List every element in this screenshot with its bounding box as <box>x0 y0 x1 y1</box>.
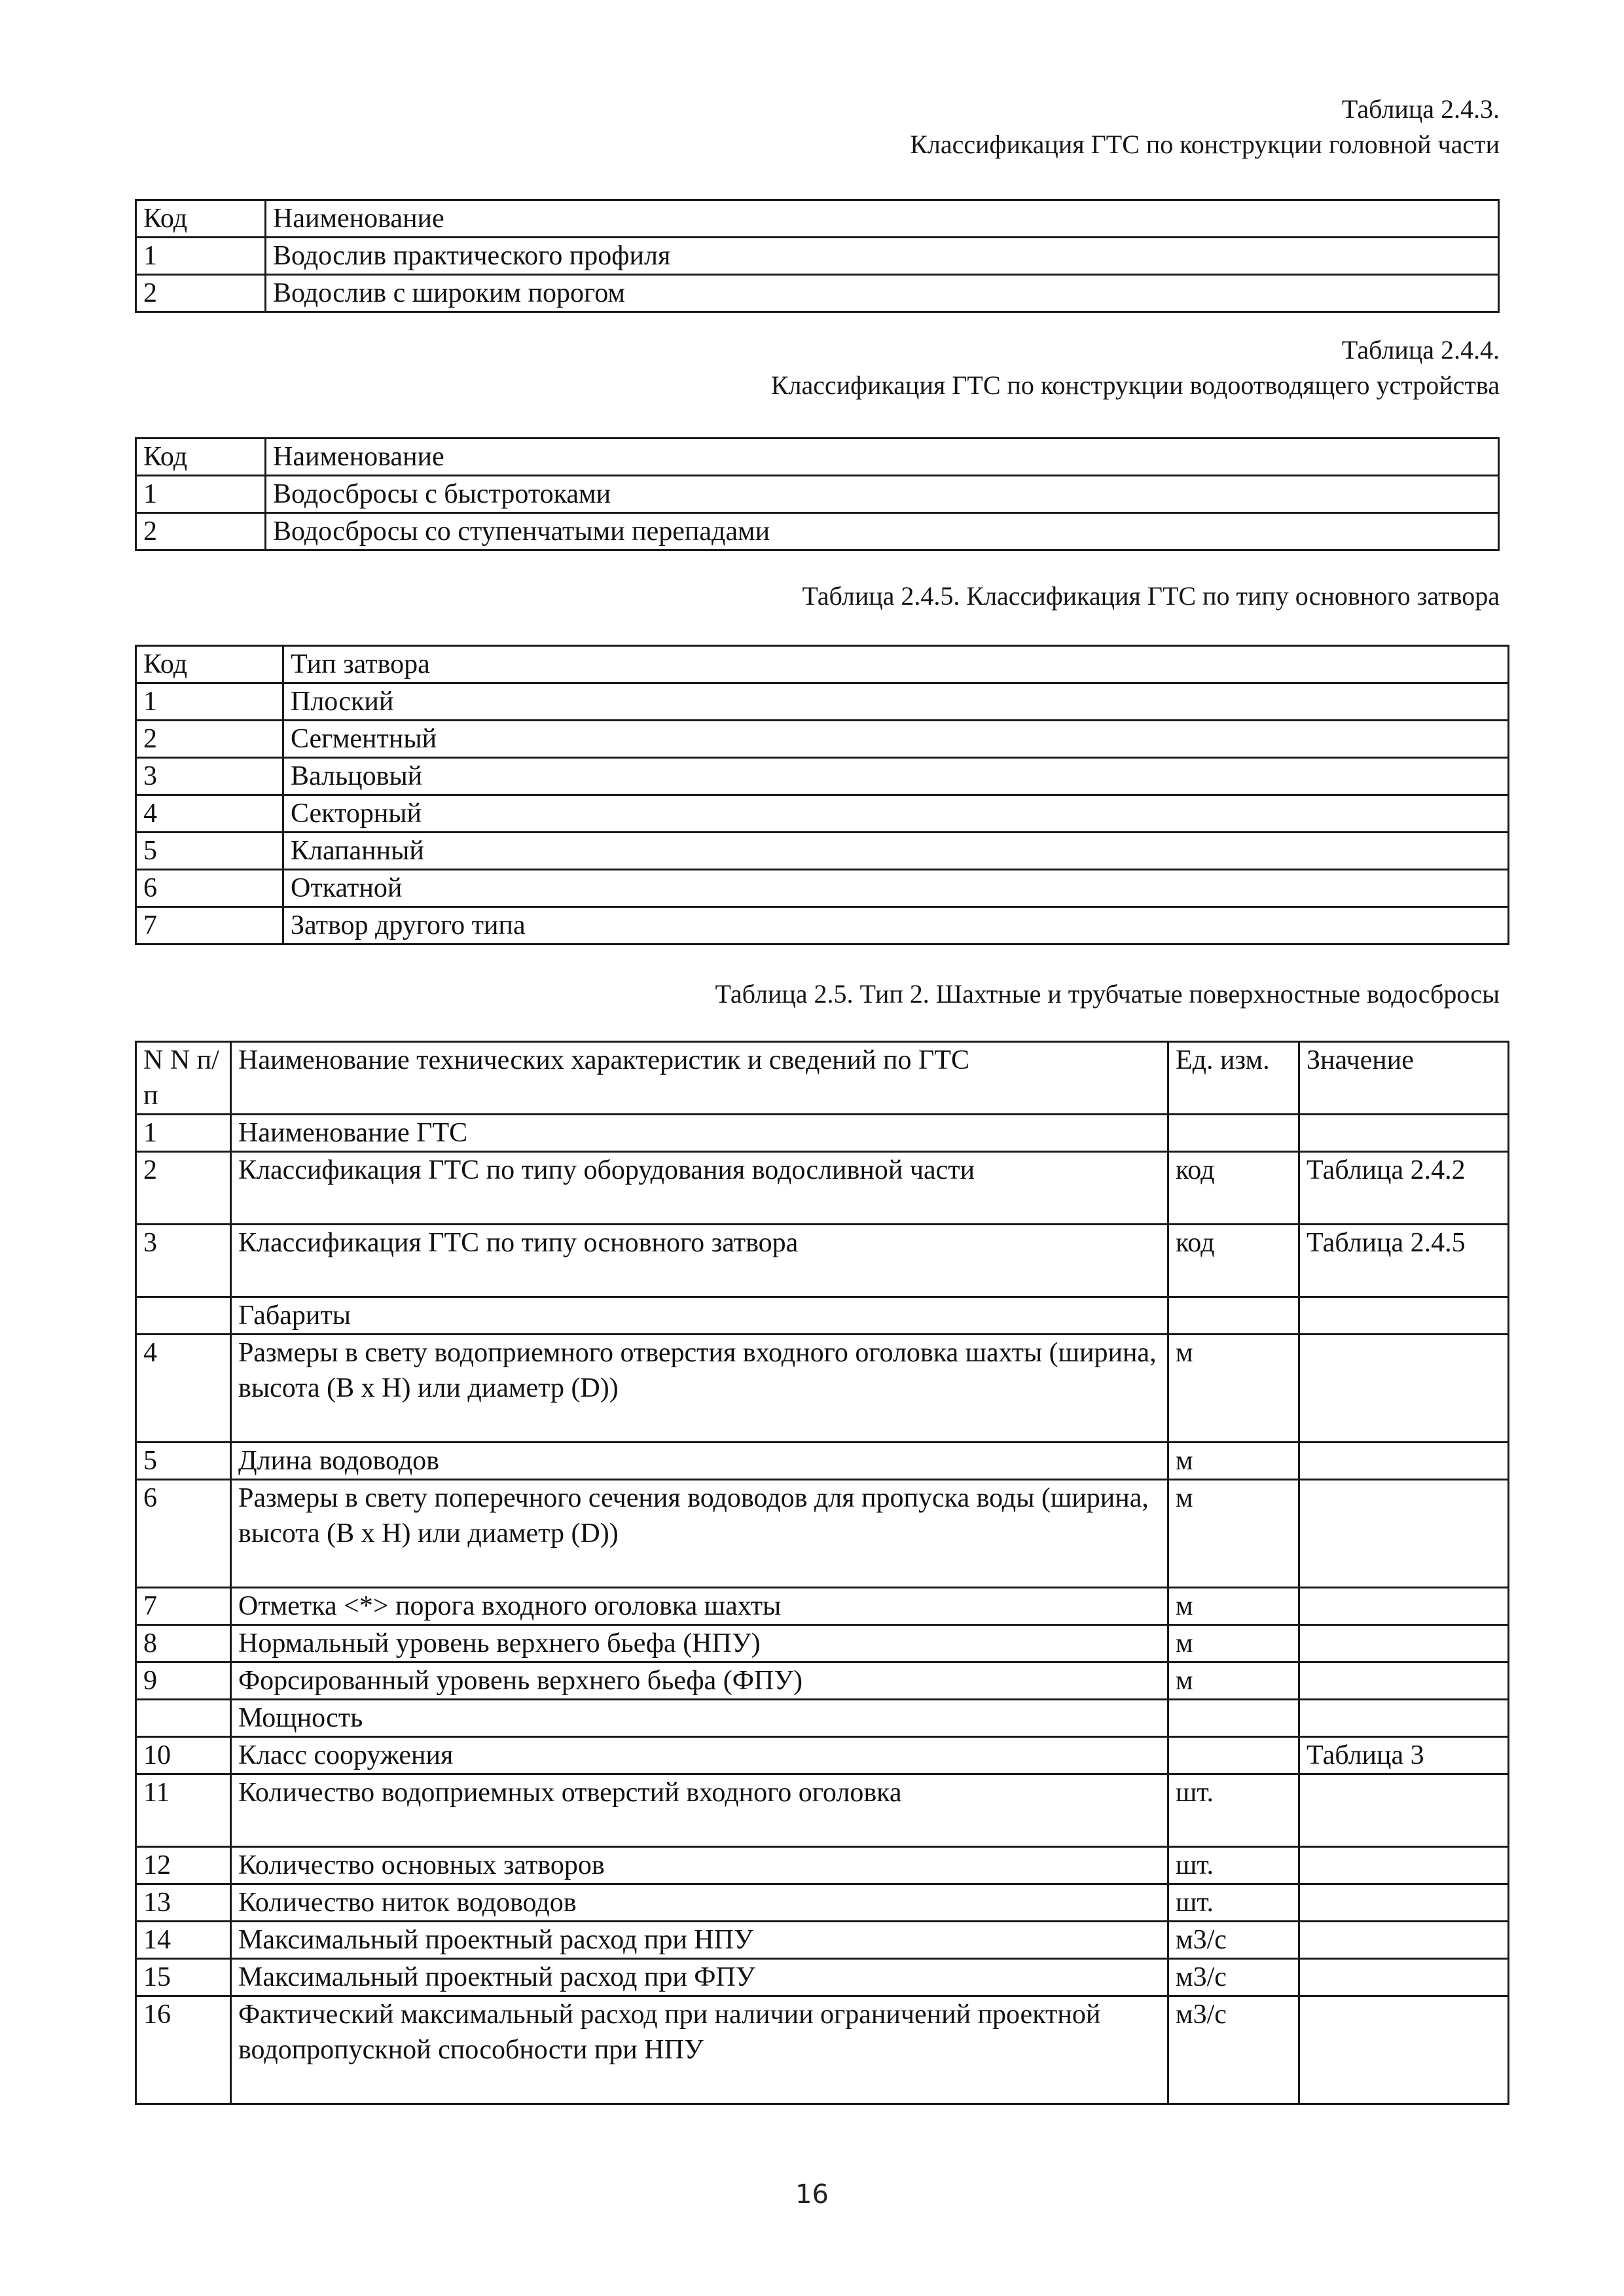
table-row <box>136 683 1509 721</box>
table-244-caption <box>771 332 1500 403</box>
table-row <box>136 758 1509 795</box>
table-row <box>136 1225 1509 1297</box>
cell-unit: м3/с <box>1168 1959 1299 1996</box>
cell-unit: м <box>1168 1443 1299 1480</box>
cell-characteristic: Количество основных затворов <box>231 1847 1168 1884</box>
table-row <box>136 795 1509 833</box>
table-row <box>136 721 1509 758</box>
table-row <box>136 870 1509 907</box>
cell-value <box>1299 1996 1509 2104</box>
cell-value <box>1299 1297 1509 1335</box>
cell-number: 16 <box>136 1996 231 2104</box>
table-row <box>136 1662 1509 1700</box>
cell-code: 3 <box>136 758 283 795</box>
table-244 <box>135 437 1500 551</box>
cell-code: 5 <box>136 833 283 870</box>
cell-unit <box>1168 1115 1299 1152</box>
header-cell-value: Значение <box>1299 1042 1509 1115</box>
table-caption-title: Классификация ГТС по конструкции головной части <box>910 130 1500 159</box>
cell-number <box>136 1700 231 1737</box>
header-cell-name: Наименование <box>266 200 1499 238</box>
page-number: 16 <box>795 2179 829 2210</box>
cell-unit <box>1168 1700 1299 1737</box>
cell-number: 8 <box>136 1625 231 1662</box>
table-row <box>136 1996 1509 2104</box>
table-header-row <box>136 646 1509 683</box>
cell-value: Таблица 2.4.2 <box>1299 1152 1509 1225</box>
table-row <box>136 1152 1509 1225</box>
cell-number <box>136 1297 231 1335</box>
table-row <box>136 1480 1509 1588</box>
cell-section-title: Мощность <box>231 1700 1168 1737</box>
cell-unit: м <box>1168 1662 1299 1700</box>
cell-unit: шт. <box>1168 1847 1299 1884</box>
cell-code: 1 <box>136 238 266 275</box>
cell-characteristic: Класс сооружения <box>231 1737 1168 1774</box>
cell-number: 11 <box>136 1774 231 1847</box>
cell-number: 12 <box>136 1847 231 1884</box>
table-header-row <box>136 200 1499 238</box>
cell-characteristic: Наименование ГТС <box>231 1115 1168 1152</box>
cell-value <box>1299 1662 1509 1700</box>
cell-characteristic: Количество ниток водоводов <box>231 1884 1168 1922</box>
table-row <box>136 1443 1509 1480</box>
cell-characteristic: Фактический максимальный расход при наличии ограничений проектной водопропускной способности при НПУ <box>231 1996 1168 2104</box>
table-245-caption: Таблица 2.4.5. Классификация ГТС по типу основного затвора <box>802 581 1500 611</box>
cell-unit: м3/с <box>1168 1922 1299 1959</box>
cell-unit <box>1168 1737 1299 1774</box>
cell-unit: код <box>1168 1152 1299 1225</box>
cell-characteristic: Размеры в свету поперечного сечения водоводов для пропуска воды (ширина, высота (B x H) или диаметр (D)) <box>231 1480 1168 1588</box>
table-row <box>136 476 1499 513</box>
header-cell-code: Код <box>136 439 266 476</box>
cell-characteristic: Максимальный проектный расход при ФПУ <box>231 1959 1168 1996</box>
cell-characteristic: Отметка <*> порога входного оголовка шахты <box>231 1588 1168 1625</box>
table-245 <box>135 645 1509 945</box>
table-row <box>136 1115 1509 1152</box>
cell-value <box>1299 1115 1509 1152</box>
cell-name: Водосбросы со ступенчатыми перепадами <box>266 513 1499 550</box>
table-row <box>136 275 1499 312</box>
header-cell-name: Наименование <box>266 439 1499 476</box>
cell-number: 15 <box>136 1959 231 1996</box>
table-row <box>136 1884 1509 1922</box>
cell-code: 2 <box>136 275 266 312</box>
cell-unit: м <box>1168 1625 1299 1662</box>
cell-value <box>1299 1625 1509 1662</box>
table-row <box>136 833 1509 870</box>
cell-characteristic: Максимальный проектный расход при НПУ <box>231 1922 1168 1959</box>
cell-code: 2 <box>136 513 266 550</box>
header-cell-number: N N п/п <box>136 1042 231 1115</box>
table-header-row <box>136 439 1499 476</box>
header-cell-code: Код <box>136 646 283 683</box>
cell-number: 7 <box>136 1588 231 1625</box>
cell-number: 5 <box>136 1443 231 1480</box>
header-cell-characteristic: Наименование технических характеристик и сведений по ГТС <box>231 1042 1168 1115</box>
cell-unit: шт. <box>1168 1884 1299 1922</box>
cell-code: 7 <box>136 907 283 944</box>
cell-value <box>1299 1774 1509 1847</box>
cell-value <box>1299 1335 1509 1443</box>
table-header-row <box>136 1042 1509 1115</box>
cell-value <box>1299 1959 1509 1996</box>
cell-value <box>1299 1922 1509 1959</box>
cell-value <box>1299 1480 1509 1588</box>
cell-number: 1 <box>136 1115 231 1152</box>
cell-number: 10 <box>136 1737 231 1774</box>
table-section-row <box>136 1297 1509 1335</box>
cell-code: 4 <box>136 795 283 833</box>
cell-code: 6 <box>136 870 283 907</box>
cell-gate-type: Клапанный <box>283 833 1509 870</box>
table-caption-number: Таблица 2.4.3. <box>1341 94 1500 124</box>
cell-unit: код <box>1168 1225 1299 1297</box>
cell-characteristic: Длина водоводов <box>231 1443 1168 1480</box>
table-row <box>136 1847 1509 1884</box>
cell-value <box>1299 1700 1509 1737</box>
cell-code: 1 <box>136 683 283 721</box>
table-section-row <box>136 1700 1509 1737</box>
table-row <box>136 1774 1509 1847</box>
cell-gate-type: Сегментный <box>283 721 1509 758</box>
cell-number: 14 <box>136 1922 231 1959</box>
cell-characteristic: Размеры в свету водоприемного отверстия входного оголовка шахты (ширина, высота (B x H) или диаметр (D)) <box>231 1335 1168 1443</box>
cell-value <box>1299 1588 1509 1625</box>
cell-number: 2 <box>136 1152 231 1225</box>
cell-unit <box>1168 1297 1299 1335</box>
cell-number: 4 <box>136 1335 231 1443</box>
cell-section-title: Габариты <box>231 1297 1168 1335</box>
cell-unit: м <box>1168 1588 1299 1625</box>
table-row <box>136 1625 1509 1662</box>
cell-name: Водослив с широким порогом <box>266 275 1499 312</box>
cell-value <box>1299 1884 1509 1922</box>
table-row <box>136 1737 1509 1774</box>
cell-gate-type: Плоский <box>283 683 1509 721</box>
cell-characteristic: Классификация ГТС по типу оборудования водосливной части <box>231 1152 1168 1225</box>
table-row <box>136 1588 1509 1625</box>
header-cell-code: Код <box>136 200 266 238</box>
cell-name: Водосбросы с быстротоками <box>266 476 1499 513</box>
cell-code: 2 <box>136 721 283 758</box>
cell-gate-type: Секторный <box>283 795 1509 833</box>
table-caption-title: Классификация ГТС по конструкции водоотводящего устройства <box>770 370 1500 400</box>
cell-unit: м3/с <box>1168 1996 1299 2104</box>
table-row <box>136 907 1509 944</box>
cell-characteristic: Классификация ГТС по типу основного затвора <box>231 1225 1168 1297</box>
cell-characteristic: Нормальный уровень верхнего бьефа (НПУ) <box>231 1625 1168 1662</box>
cell-gate-type: Откатной <box>283 870 1509 907</box>
cell-number: 3 <box>136 1225 231 1297</box>
cell-unit: м <box>1168 1335 1299 1443</box>
header-cell-unit: Ед. изм. <box>1168 1042 1299 1115</box>
cell-number: 9 <box>136 1662 231 1700</box>
table-row <box>136 513 1499 550</box>
cell-value <box>1299 1443 1509 1480</box>
table-row <box>136 1335 1509 1443</box>
cell-gate-type: Вальцовый <box>283 758 1509 795</box>
cell-name: Водослив практического профиля <box>266 238 1499 275</box>
cell-value: Таблица 2.4.5 <box>1299 1225 1509 1297</box>
table-243-caption <box>910 92 1500 162</box>
header-cell-gate-type: Тип затвора <box>283 646 1509 683</box>
table-row <box>136 238 1499 275</box>
cell-number: 13 <box>136 1884 231 1922</box>
cell-value: Таблица 3 <box>1299 1737 1509 1774</box>
cell-value <box>1299 1847 1509 1884</box>
cell-gate-type: Затвор другого типа <box>283 907 1509 944</box>
table-row <box>136 1959 1509 1996</box>
table-caption-number: Таблица 2.4.4. <box>1341 335 1500 365</box>
cell-characteristic: Количество водоприемных отверстий входного оголовка <box>231 1774 1168 1847</box>
table-row <box>136 1922 1509 1959</box>
cell-number: 6 <box>136 1480 231 1588</box>
cell-code: 1 <box>136 476 266 513</box>
table-25-caption: Таблица 2.5. Тип 2. Шахтные и трубчатые поверхностные водосбросы <box>715 979 1500 1009</box>
cell-characteristic: Форсированный уровень верхнего бьефа (ФПУ) <box>231 1662 1168 1700</box>
table-25 <box>135 1041 1509 2105</box>
cell-unit: шт. <box>1168 1774 1299 1847</box>
cell-unit: м <box>1168 1480 1299 1588</box>
table-243 <box>135 199 1500 313</box>
